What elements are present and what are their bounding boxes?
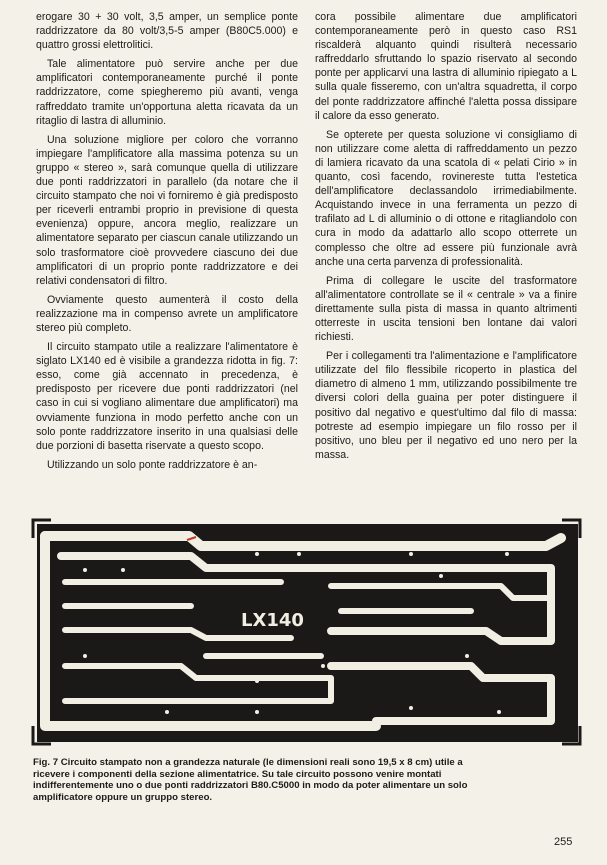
right-text-column (315, 10, 577, 467)
caption-text: Circuito stampato non a grandezza naturale (le dimensioni reali sono 19,5 x 8 cm) utile a ricevere i componenti della sezione alimentatrice. Su tale circuito possono venire montati indifferentemente uno o due ponti raddrizzatori B80.C5000 in modo da poter alimentare un solo amplificatore oppure un gruppo stereo. (33, 757, 468, 803)
paragraph: Il circuito stampato utile a realizzare l'alimentatore è siglato LX140 ed è visibile a grandezza ridotta in fig. 7: esso, come già accennato in precedenza, è predisposto per ricevere due ponti raddrizzatori (nel caso in cui si vogliano alimentare due amplificatori) ma ovviamente funziona in modo perfetto anche con un solo ponte raddrizzatore inserito in una qualsiasi delle due porzioni di basetta riservate a questo scopo. (36, 341, 298, 452)
pcb-figure (31, 516, 584, 749)
pcb-layout (31, 516, 584, 749)
page-number: 255 (554, 836, 573, 848)
paragraph: Utilizzando un solo ponte raddrizzatore è an- (47, 458, 258, 471)
paragraph: cora possibile alimentare due amplificatori contemporaneamente però in questo caso RS1 riscalderà alquanto quindi risulterà necessario raffreddarlo sfruttando lo spazio riservato al secondo ponte per applicarvi una lastra di alluminio ripiegato a L sulla quale fisseremo, con un'altra squadretta, il corpo del ponte raddrizzatore affinché l'aletta possa dissipare il calore da esso generato. (315, 11, 577, 122)
caption-prefix: Fig. 7 (33, 757, 59, 768)
figure-caption (33, 757, 481, 803)
paragraph: Una soluzione migliore per coloro che vorranno impiegare l'amplificatore alla massima potenza su un gruppo « stereo », sarà comunque quella di utilizzare due ponti raddrizzatori in parallelo (da notare che il circuito stampato che noi vi forniremo è già predisposto per riceverli entrambi proprio in previsione di questa evenienza) oppure, ancora meglio, realizzare un alimentatore separato per ciascun canale utilizzando un solo trasformatore cioè provvedere ciascuno dei due amplificatori di un proprio ponte raddrizzatore e dei relativi condensatori di filtro. (36, 133, 298, 287)
paragraph: Tale alimentatore può servire anche per due amplificatori contemporaneamente purché il ponte raddrizzatore, come spiegheremo più avanti, venga raffreddato tramite un'opportuna aletta ricavata da un ritaglio di lastra di alluminio. (36, 58, 298, 127)
paragraph: erogare 30 + 30 volt, 3,5 amper, un semplice ponte raddrizzatore da 80 volt/3,5-5 amper (B80C5.000) e quattro grossi elettrolitici. (36, 11, 298, 52)
left-text-column (36, 10, 298, 477)
board-label: LX140 (241, 610, 304, 631)
paragraph: Se opterete per questa soluzione vi consigliamo di non utilizzare come aletta di raffreddamento un pezzo di lamiera ricavato da una scatola di « pelati Cirio » in quanto, così facendo, rovinereste tutta l'estetica dell'amplificatore declassandolo irrimediabilmente. Acquistando invece in una ferramenta un pezzo di trafilato ad L di alluminio o di ottone e ritagliandolo con cura in modo da adattarlo allo scopo otterrete un complesso che oltre ad essere più funzionale avrà anche una certa parvenza di professionalità. (315, 128, 577, 268)
paragraph: Per i collegamenti tra l'alimentazione e l'amplificatore utilizzate del filo flessibile ricoperto in plastica del diametro di almeno 1 mm, utilizzando possibilmente tre diversi colori della guaina per poter distinguere il positivo dal negativo e quest'ultimo dal filo di massa: potreste ad esempio impiegare un filo rosso per il positivo, uno bleu per il negativo ed uno nero per la massa. (315, 350, 577, 461)
paragraph: Prima di collegare le uscite del trasformatore all'alimentatore controllate se il « centrale » va a finire direttamente sulla pista di massa in quanto altrimenti otterreste in uscita tensioni ben lontane dai valori richiesti. (315, 274, 577, 344)
paragraph: Ovviamente questo aumenterà il costo della realizzazione ma in compenso avrete un amplificatore stereo più completo. (36, 293, 298, 334)
